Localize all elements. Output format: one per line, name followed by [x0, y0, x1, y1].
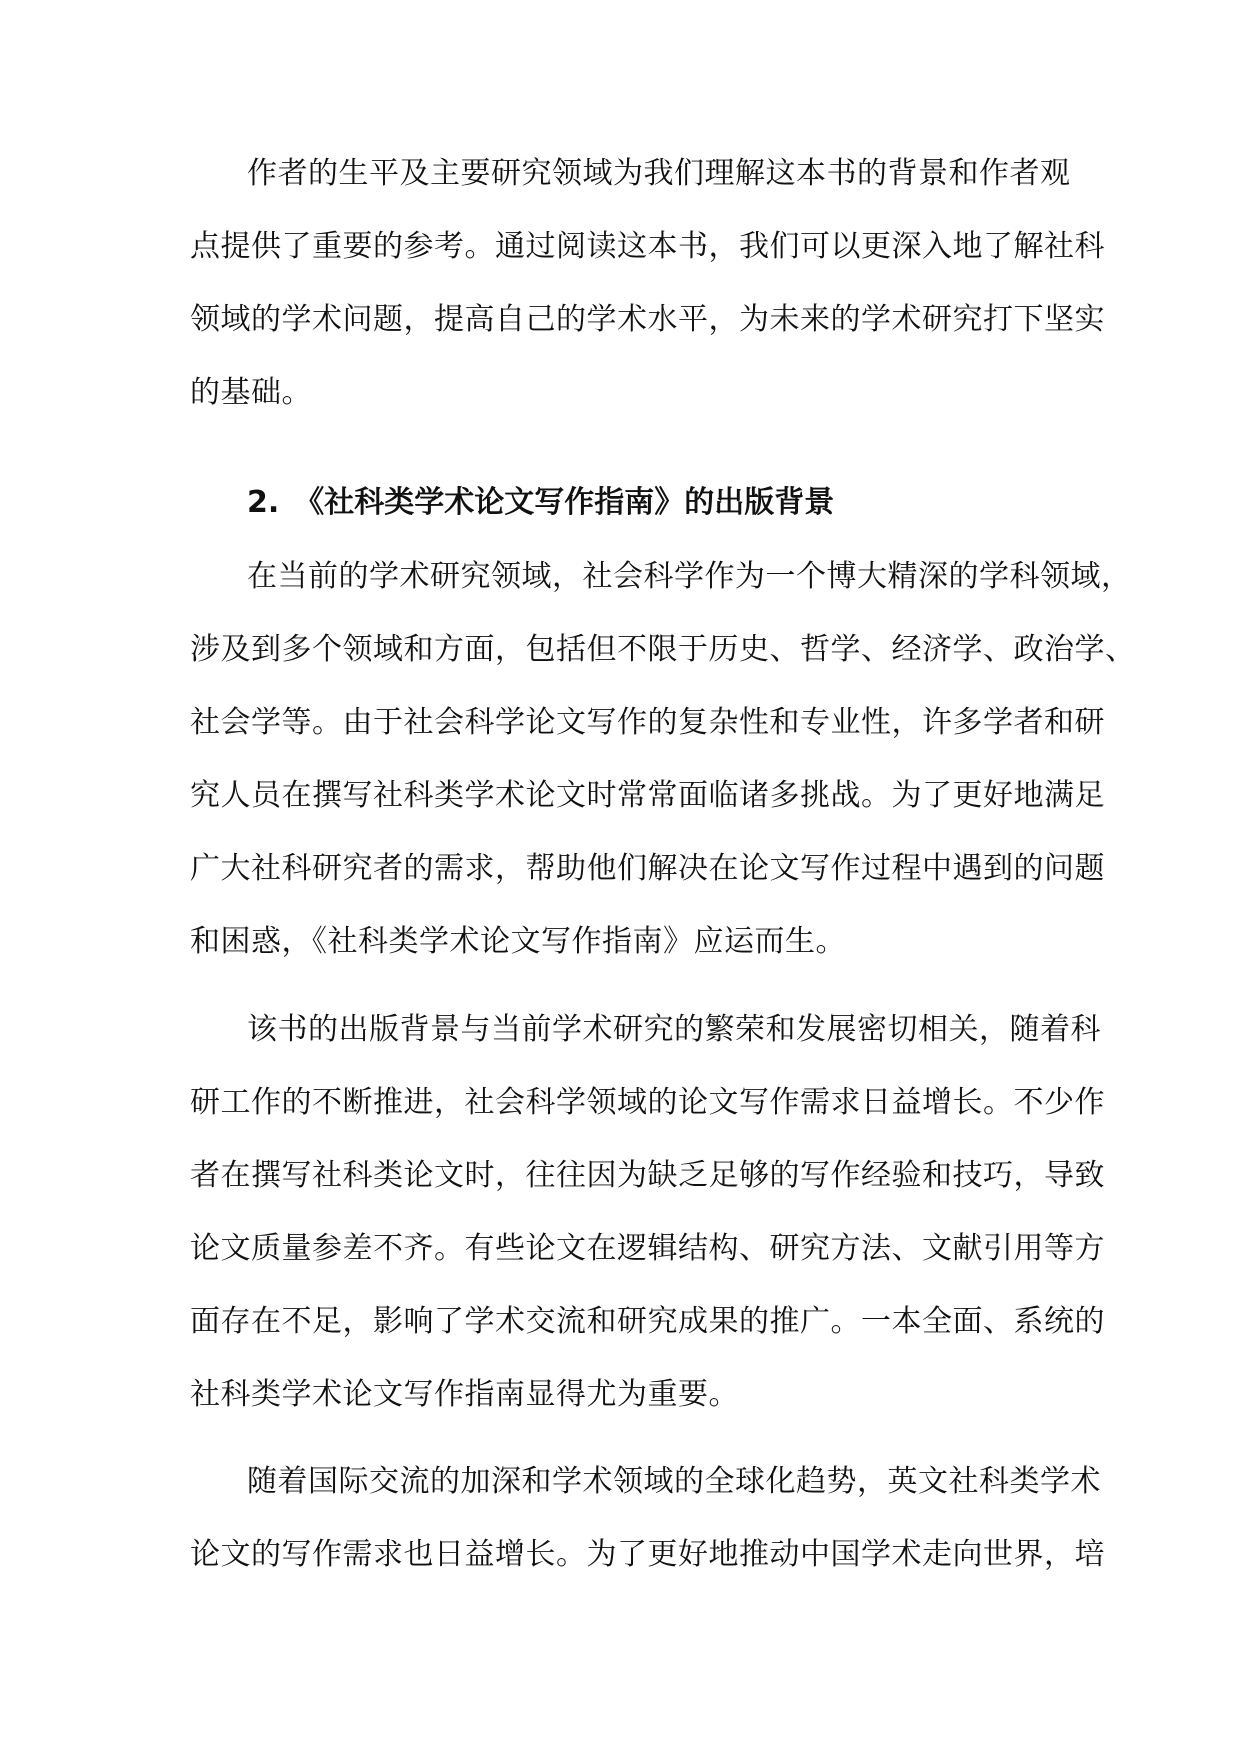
paragraph-2-line-3: 社会学等。由于社会科学论文写作的复杂性和专业性，许多学者和研	[190, 705, 1105, 740]
paragraph-3-line-1: 该书的出版背景与当前学术研究的繁荣和发展密切相关，随着科	[247, 1012, 1101, 1047]
paragraph-2-line-6: 和困惑，《社科类学术论文写作指南》应运而生。	[190, 924, 846, 959]
paragraph-1-line-4: 的基础。	[190, 375, 312, 410]
paragraph-2-line-4: 究人员在撰写社科类学术论文时常常面临诸多挑战。为了更好地满足	[190, 778, 1105, 813]
paragraph-3-line-3: 者在撰写社科类论文时，往往因为缺乏足够的写作经验和技巧，导致	[190, 1158, 1105, 1193]
paragraph-1-line-2: 点提供了重要的参考。通过阅读这本书，我们可以更深入地了解社科	[190, 229, 1105, 264]
paragraph-4-line-2: 论文的写作需求也日益增长。为了更好地推动中国学术走向世界，培	[190, 1537, 1105, 1572]
section-heading: 2. 《社科类学术论文写作指南》的出版背景	[247, 485, 835, 520]
paragraph-3-line-4: 论文质量参差不齐。有些论文在逻辑结构、研究方法、文献引用等方	[190, 1231, 1105, 1266]
paragraph-4-line-1: 随着国际交流的加深和学术领域的全球化趋势，英文社科类学术	[247, 1464, 1101, 1499]
paragraph-2-line-2: 涉及到多个领域和方面，包括但不限于历史、哲学、经济学、政治学、	[190, 632, 1136, 667]
paragraph-1-line-3: 领域的学术问题，提高自己的学术水平，为未来的学术研究打下坚实	[190, 302, 1105, 337]
paragraph-2-line-5: 广大社科研究者的需求，帮助他们解决在论文写作过程中遇到的问题	[190, 851, 1105, 886]
paragraph-3-line-5: 面存在不足，影响了学术交流和研究成果的推广。一本全面、系统的	[190, 1304, 1105, 1339]
paragraph-1-line-1: 作者的生平及主要研究领域为我们理解这本书的背景和作者观	[247, 156, 1071, 191]
paragraph-2-line-1: 在当前的学术研究领域，社会科学作为一个博大精深的学科领域，	[247, 559, 1132, 594]
paragraph-3-line-6: 社科类学术论文写作指南显得尤为重要。	[190, 1377, 739, 1412]
paragraph-3-line-2: 研工作的不断推进，社会科学领域的论文写作需求日益增长。不少作	[190, 1085, 1105, 1120]
